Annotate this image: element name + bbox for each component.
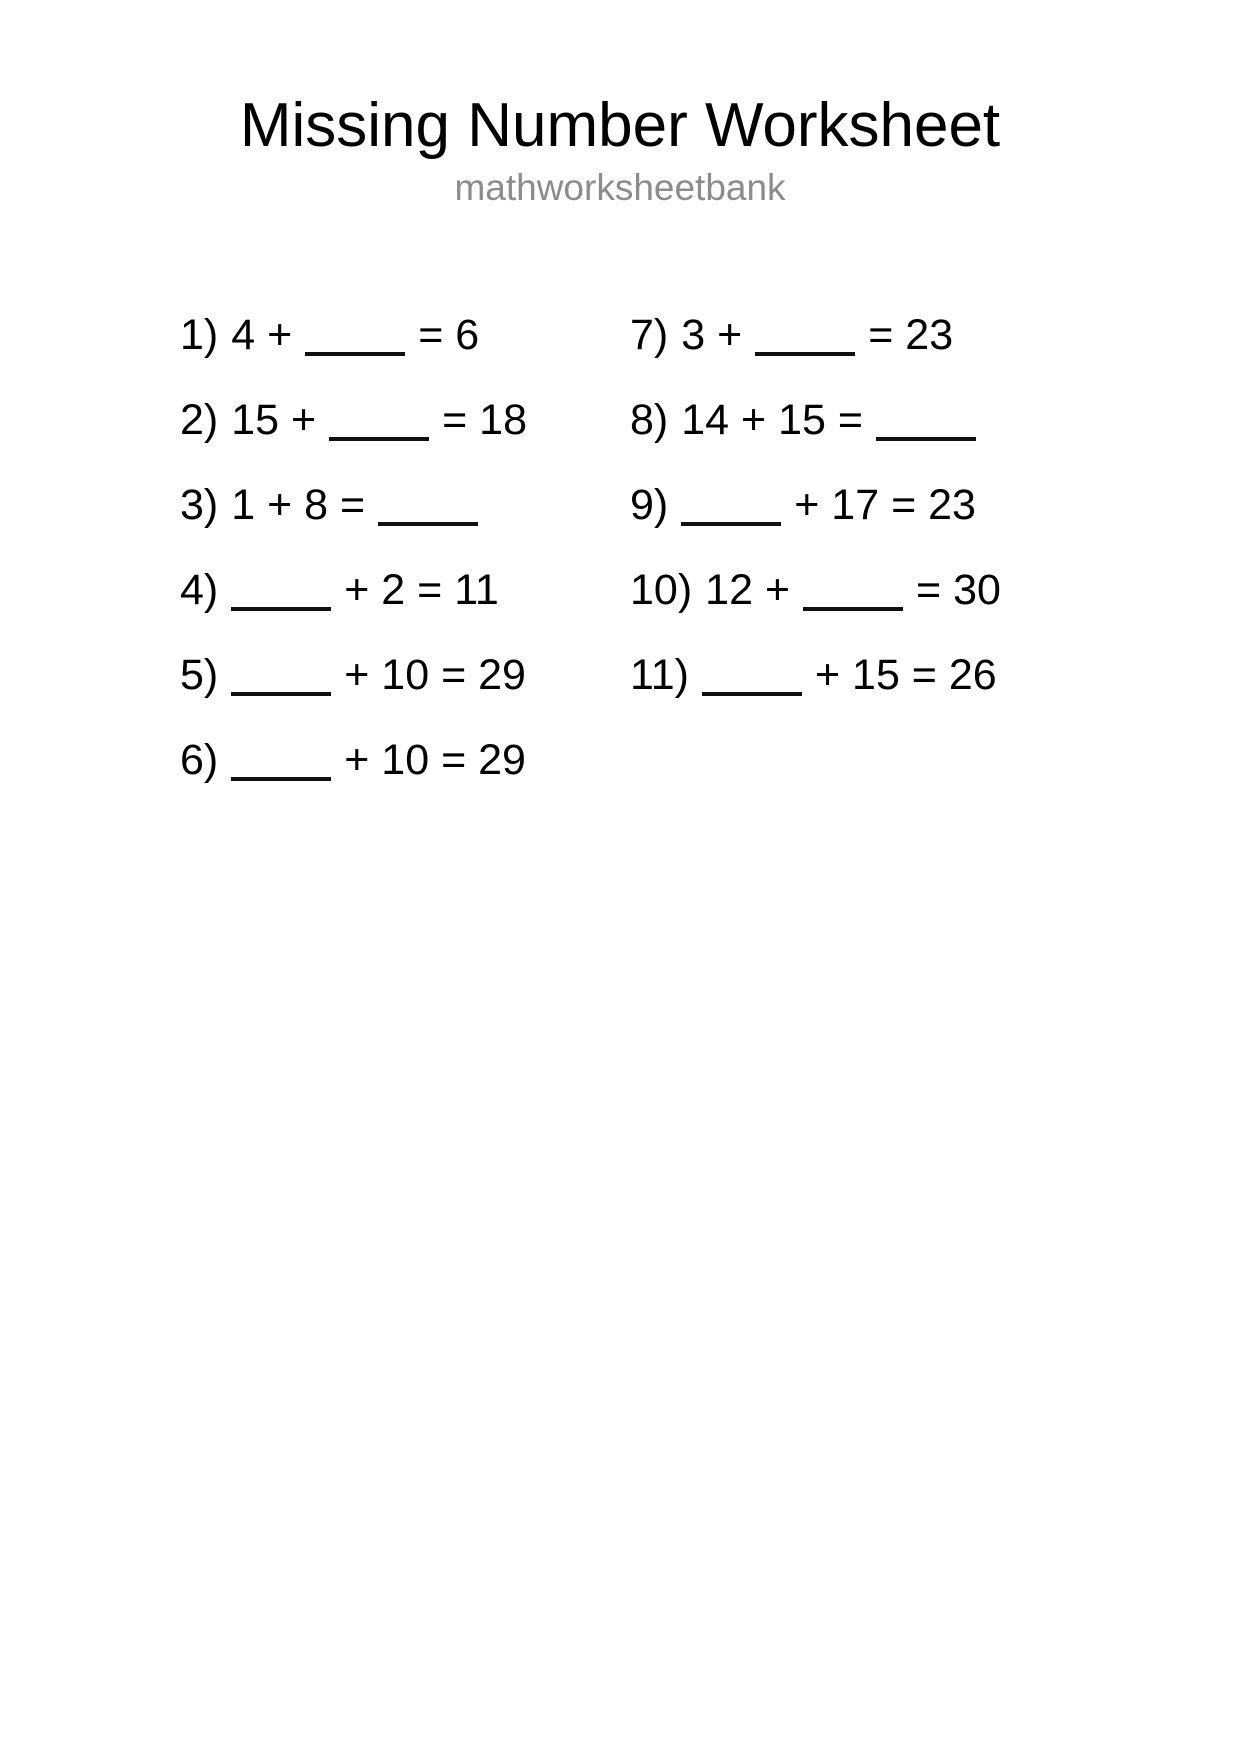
- page-subtitle: mathworksheetbank: [454, 167, 786, 209]
- expression-after-blank: = 6: [418, 311, 480, 360]
- problem-2: [180, 398, 630, 483]
- problem-5: [180, 653, 630, 738]
- answer-blank: [803, 607, 903, 611]
- expression-after-blank: + 10 = 29: [344, 651, 526, 700]
- problem-number: 8): [630, 396, 669, 445]
- problem-number: 4): [180, 566, 219, 615]
- problem-11: [630, 653, 1190, 738]
- problem-number: 3): [180, 481, 219, 530]
- expression-after-blank: = 18: [442, 396, 528, 445]
- problem-9: [630, 483, 1190, 568]
- expression-before-blank: 4 +: [231, 311, 293, 360]
- answer-blank: [305, 352, 405, 356]
- expression-before-blank: 15 +: [231, 396, 317, 445]
- answer-blank: [755, 352, 855, 356]
- expression-before-blank: 14 + 15 =: [681, 396, 863, 445]
- expression-after-blank: = 30: [916, 566, 1001, 615]
- expression-after-blank: + 15 = 26: [814, 651, 997, 700]
- answer-blank: [231, 692, 331, 696]
- worksheet-header: [0, 0, 1240, 209]
- problem-6: [180, 738, 630, 823]
- problem-number: 10): [630, 566, 693, 615]
- answer-blank: [378, 522, 478, 526]
- page-title: Missing Number Worksheet: [239, 91, 1001, 160]
- problem-number: 7): [630, 311, 669, 360]
- problem-7: [630, 313, 1190, 398]
- problem-3: [180, 483, 630, 568]
- expression-after-blank: + 10 = 29: [344, 736, 526, 785]
- expression-before-blank: 3 +: [681, 311, 743, 360]
- answer-blank: [231, 607, 331, 611]
- problem-number: 5): [180, 651, 219, 700]
- answer-blank: [329, 437, 429, 441]
- problem-4: [180, 568, 630, 653]
- problem-8: [630, 398, 1190, 483]
- expression-before-blank: 12 +: [705, 566, 791, 615]
- problems-column-left: [180, 313, 630, 823]
- problem-number: 2): [180, 396, 219, 445]
- expression-after-blank: + 2 = 11: [344, 566, 499, 615]
- answer-blank: [681, 522, 781, 526]
- problems-column-right: [630, 313, 1190, 823]
- problem-number: 11): [630, 651, 689, 700]
- expression-after-blank: = 23: [868, 311, 954, 360]
- expression-after-blank: + 17 = 23: [794, 481, 976, 530]
- problem-1: [180, 313, 630, 398]
- answer-blank: [876, 437, 976, 441]
- answer-blank: [702, 692, 802, 696]
- problem-number: 6): [180, 736, 219, 785]
- problem-10: [630, 568, 1190, 653]
- problems-area: [0, 313, 1240, 823]
- problem-number: 1): [180, 311, 219, 360]
- problem-number: 9): [630, 481, 669, 530]
- expression-before-blank: 1 + 8 =: [231, 481, 366, 530]
- answer-blank: [231, 777, 331, 781]
